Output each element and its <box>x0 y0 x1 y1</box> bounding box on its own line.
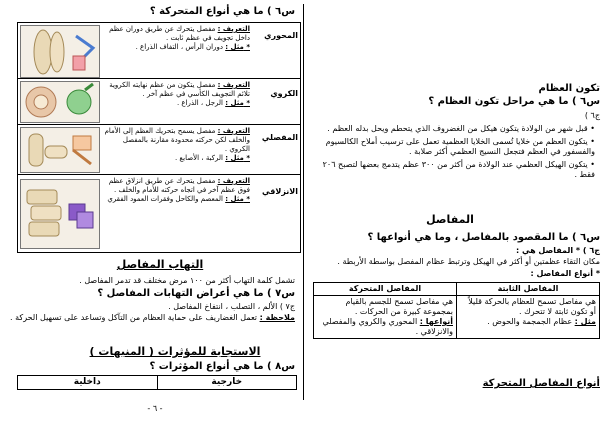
stimuli-table <box>17 375 297 390</box>
movable-joints-cell <box>314 296 457 339</box>
joint-row-ball <box>17 79 301 125</box>
bone-stages-list <box>315 124 595 180</box>
bone-formation-title: تكون العظام <box>538 83 600 94</box>
bone-stage-2: • يتكون العظم من خلايا تُسمى الخلايا العظمية تعمل على ترسيب أملاح الكالسيوم والفسفور في العظم فتجعل النسيج العظمي أكثر صلابة . <box>315 137 595 157</box>
stimuli-internal-header: داخلية <box>18 376 158 390</box>
movable-joints-types: أنواعها : المحوري والكروي والمفصلي والانزلاقي . <box>322 317 453 336</box>
fixed-joints-desc: هي مفاصل تسمح للعظام بالحركة قليلاً أو تكون ثابتة لا تتحرك . <box>468 297 596 316</box>
joint-types-table <box>313 282 600 339</box>
page-number: - ٦ - <box>147 404 163 413</box>
fixed-joints-cell <box>457 296 600 339</box>
gliding-name: الانزلاقي <box>262 187 298 196</box>
pivot-name: المحوري <box>264 31 298 40</box>
joint-types-label: * أنواع المفاصل : <box>530 269 600 278</box>
joints-definition: مكان التقاء عظمتين أو أكثر في الهيكل وترتبط عظام المفصل بواسطة الأربطة . <box>337 257 600 266</box>
joint-row-hinge <box>17 125 301 175</box>
movable-joints-desc: هي مفاصل تسمح للجسم بالقيام بمجموعة كبيرة من الحركات . <box>345 297 453 316</box>
bone-stage-1: • قبل شهر من الولادة يتكون هيكل من الغضروف الذي يتحطم ويحل بدله العظم . <box>315 124 595 134</box>
question-symptoms: س٧ ) ما هي أعراض التهابات المفاصل ؟ <box>97 288 295 299</box>
inflammation-title: التهاب المفاصل <box>116 258 204 271</box>
movable-joints-header: المفاصل المتحركة <box>314 283 457 296</box>
fixed-joints-example: مثل : عظام الجمجمة والحوض . <box>487 317 596 326</box>
joints-definition-label: ج٦ ) * المفاصل هي : <box>515 246 600 255</box>
symptoms-answer: ج٧ ) الألم ، التصلب ، انتفاخ المفاصل . <box>168 302 295 311</box>
question-bone-stages: س٦ ) ما هي مراحل تكون العظام ؟ <box>428 96 600 107</box>
joint-row-pivot <box>17 22 301 79</box>
movable-joints-types-title: أنواع المفاصل المتحركة <box>482 378 600 389</box>
bone-stage-3: • يتكون الهيكل العظمي عند الولادة من أكثر من ٣٠٠ عظم يتدمج بعضها لتصبح ٢٠٦ فقط . <box>315 160 595 180</box>
stimuli-external-header: خارجية <box>157 376 297 390</box>
joint-row-gliding <box>17 175 301 253</box>
joints-title: المفاصل <box>426 213 474 226</box>
question-stimuli: س٨ ) ما هي أنواع المؤثرات ؟ <box>149 361 295 372</box>
stimuli-title: الاستجابة للمؤثرات ( المنبهات ) <box>89 345 261 358</box>
fixed-joints-header: المفاصل الثابتة <box>457 283 600 296</box>
inflammation-text: تشمل كلمة التهاب أكثر من ١٠٠ مرض مختلف قد تدمر المفاصل . <box>79 276 295 285</box>
hinge-definition: التعريف : مفصل يسمح بتحريك العظم إلى الأمام والخلف لكن حركته محدودة مقارنة بالمفصل الكروي . * مثل : الركبة ، الأصابع . <box>104 127 250 162</box>
page-divider <box>303 4 304 400</box>
ball-definition: التعريف : مفصل يتكون من عظم نهايته الكروية تلائم التجويف الكأسي في عظم آخر . * مثل : الرجل ، الذراع . <box>109 81 250 107</box>
question-movable-types: س٦ ) ما هي أنواع المتحركة ؟ <box>149 6 295 17</box>
bone-answer-label: ج٦ ) <box>584 111 600 120</box>
pivot-joint-illustration <box>20 25 100 78</box>
pivot-definition: التعريف : مفصل يتحرك عن طريق دوران عظم داخل تجويف في عظم ثابت . * مثل : دوران الرأس ، التفاف الذراع . <box>109 25 250 51</box>
question-joints: س٦ ) ما المقصود بالمفاصل ، وما هي أنواعها ؟ <box>367 232 600 243</box>
cartilage-note: ملاحظة : تعمل الغضاريف على حماية العظام من التآكل وتساعد على تسهيل الحركة . <box>10 313 295 322</box>
hinge-name: المفصلي <box>261 133 298 142</box>
ball-name: الكروي <box>270 89 298 98</box>
gliding-joint-illustration <box>20 179 100 249</box>
gliding-definition: التعريف : مفصل يتحرك عن طريق انزلاق عظم فوق عظم آخر في اتجاه حركته للأمام والخلف . * مثل : المعصم والكاحل وفقرات العمود الفقري <box>107 177 250 203</box>
hinge-joint-illustration <box>20 127 100 173</box>
joint-types-grid <box>17 22 301 253</box>
ball-socket-joint-illustration <box>20 81 100 123</box>
